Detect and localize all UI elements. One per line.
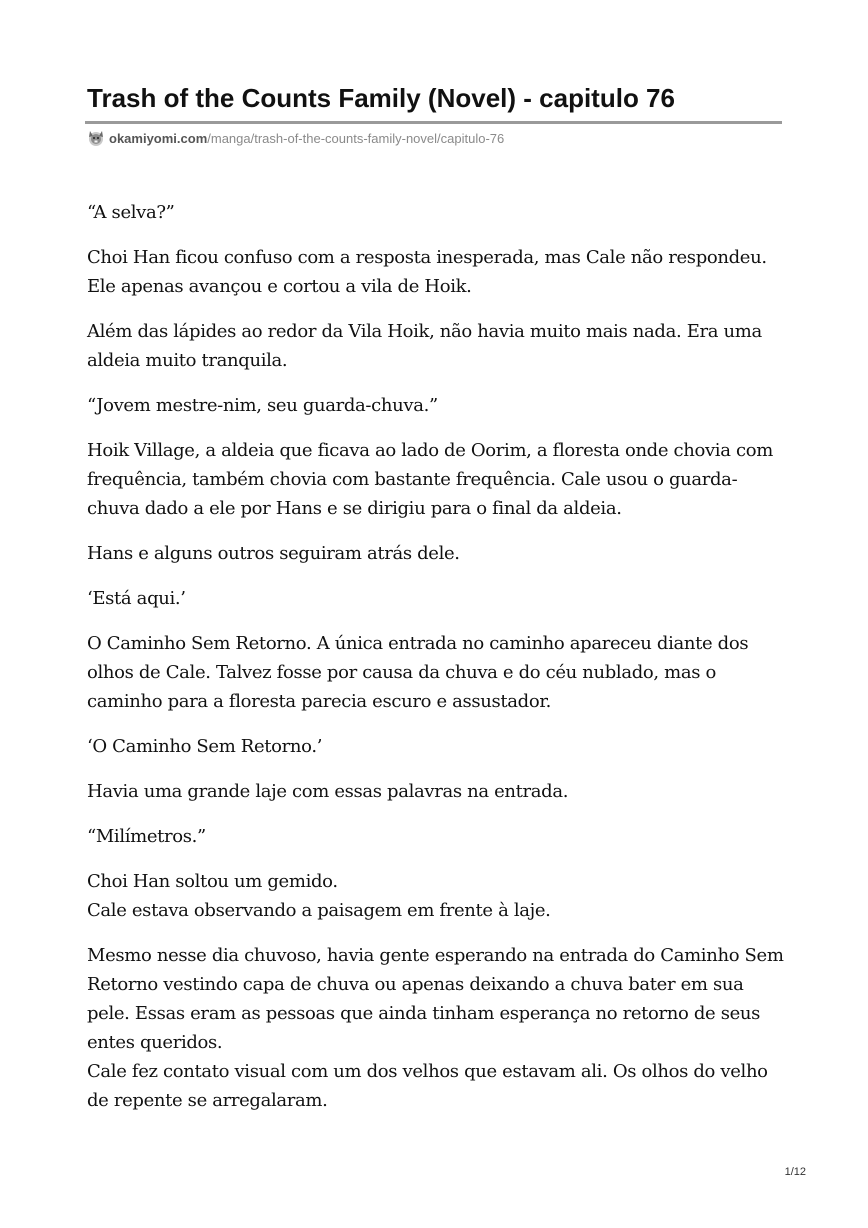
paragraph (87, 822, 787, 851)
paragraph-line: ‘Está aqui.’ (87, 588, 186, 609)
page-number: 1/12 (784, 1166, 806, 1178)
paragraph-line: “Jovem mestre-nim, seu guarda-chuva.” (87, 395, 438, 416)
paragraph-line: Cale fez contato visual com um dos velhos que estavam ali. Os olhos do velho de repente se arregalaram. (87, 1061, 768, 1111)
source-url[interactable] (87, 129, 504, 147)
paragraph (87, 391, 787, 420)
paragraph-line: O Caminho Sem Retorno. A única entrada no caminho apareceu diante dos olhos de Cale. Talvez fosse por causa da chuva e do céu nublado, mas o caminho para a floresta parecia escuro e assustador. (87, 633, 749, 712)
paragraph-line: ‘O Caminho Sem Retorno.’ (87, 736, 323, 757)
paragraph-line: Mesmo nesse dia chuvoso, havia gente esperando na entrada do Caminho Sem Retorno vestindo capa de chuva ou apenas deixando a chuva bater em sua pele. Essas eram as pessoas que ainda tinham esperança no retorno de seus entes queridos. (87, 945, 784, 1053)
paragraph-line: “A selva?” (87, 202, 175, 223)
paragraph-line: Hans e alguns outros seguiram atrás dele. (87, 543, 460, 564)
page-title: Trash of the Counts Family (Novel) - capitulo 76 (87, 83, 675, 113)
title-divider (85, 121, 782, 124)
paragraph (87, 777, 787, 806)
paragraph (87, 584, 787, 613)
paragraph (87, 198, 787, 227)
source-domain[interactable]: okamiyomi.com (109, 130, 208, 146)
paragraph (87, 732, 787, 761)
paragraph-line: “Milímetros.” (87, 826, 206, 847)
paragraph (87, 436, 787, 523)
paragraph (87, 243, 787, 301)
paragraph (87, 539, 787, 568)
paragraph-line: Choi Han ficou confuso com a resposta inesperada, mas Cale não respondeu. Ele apenas avançou e cortou a vila de Hoik. (87, 247, 767, 297)
paragraph-line: Cale estava observando a paisagem em frente à laje. (87, 900, 551, 921)
chapter-content (87, 198, 787, 1131)
paragraph (87, 629, 787, 716)
paragraph-line: Choi Han soltou um gemido. (87, 871, 338, 892)
wolf-mascot-icon (87, 129, 105, 147)
source-path[interactable]: /manga/trash-of-the-counts-family-novel/capitulo-76 (207, 130, 505, 146)
paragraph (87, 941, 787, 1115)
paragraph (87, 867, 787, 925)
paragraph-line: Havia uma grande laje com essas palavras na entrada. (87, 781, 569, 802)
paragraph (87, 317, 787, 375)
paragraph-line: Hoik Village, a aldeia que ficava ao lado de Oorim, a floresta onde chovia com frequência, também chovia com bastante frequência. Cale usou o guarda-chuva dado a ele por Hans e se dirigiu para o final da aldeia. (87, 440, 773, 519)
paragraph-line: Além das lápides ao redor da Vila Hoik, não havia muito mais nada. Era uma aldeia muito tranquila. (87, 321, 762, 371)
